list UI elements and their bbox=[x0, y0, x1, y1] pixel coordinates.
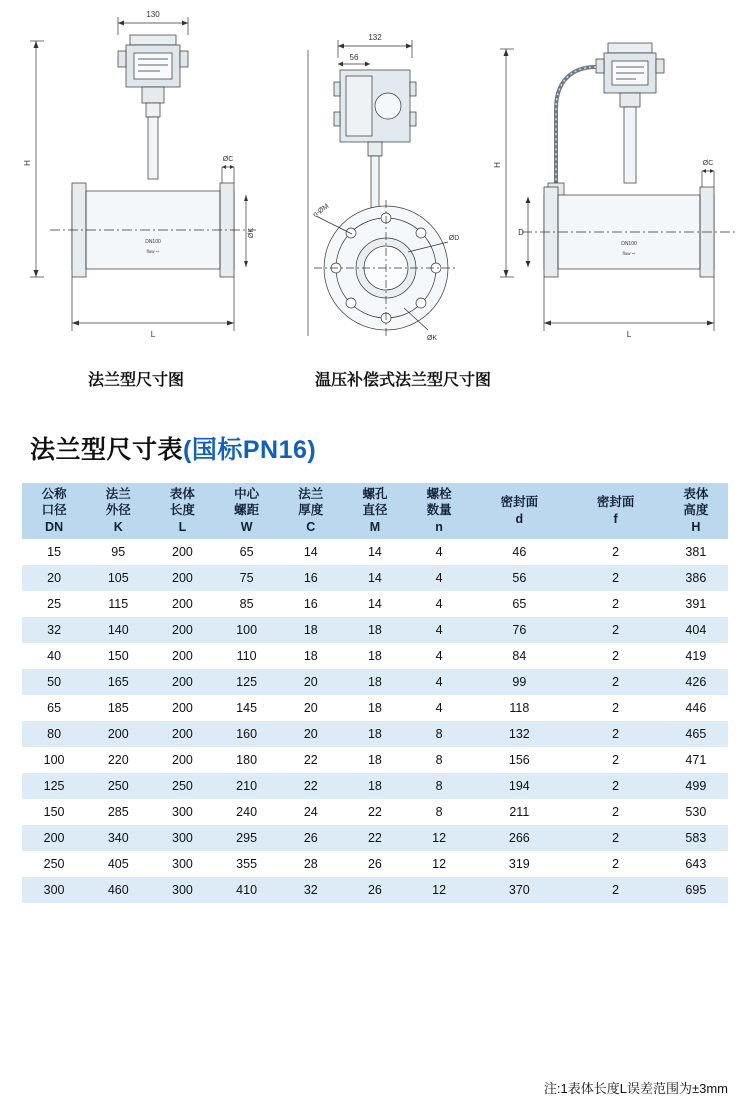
page-title-accent: (国标PN16) bbox=[183, 436, 317, 464]
table-row bbox=[22, 695, 728, 721]
cell-dn: 80 bbox=[22, 721, 86, 747]
cell-f: 2 bbox=[567, 747, 663, 773]
cell-w: 65 bbox=[215, 539, 279, 565]
svg-text:L: L bbox=[150, 330, 156, 339]
cell-w: 160 bbox=[215, 721, 279, 747]
cell-c: 20 bbox=[279, 669, 343, 695]
cell-f: 2 bbox=[567, 721, 663, 747]
cell-m: 18 bbox=[343, 669, 407, 695]
cell-l: 200 bbox=[150, 591, 214, 617]
cell-h: 471 bbox=[664, 747, 728, 773]
cell-c: 20 bbox=[279, 695, 343, 721]
cell-n: 8 bbox=[407, 747, 471, 773]
svg-text:L: L bbox=[626, 330, 632, 339]
cell-n: 8 bbox=[407, 721, 471, 747]
cell-f: 2 bbox=[567, 591, 663, 617]
cell-m: 14 bbox=[343, 565, 407, 591]
cell-h: 695 bbox=[664, 877, 728, 903]
cell-k: 185 bbox=[86, 695, 150, 721]
cell-d: 56 bbox=[471, 565, 567, 591]
cell-h: 426 bbox=[664, 669, 728, 695]
svg-text:DN100: DN100 bbox=[621, 241, 637, 247]
cell-n: 4 bbox=[407, 591, 471, 617]
table-row bbox=[22, 539, 728, 565]
cell-f: 2 bbox=[567, 851, 663, 877]
cell-d: 132 bbox=[471, 721, 567, 747]
cell-dn: 150 bbox=[22, 799, 86, 825]
cell-k: 220 bbox=[86, 747, 150, 773]
cell-f: 2 bbox=[567, 539, 663, 565]
cell-dn: 250 bbox=[22, 851, 86, 877]
cell-c: 22 bbox=[279, 747, 343, 773]
cell-h: 381 bbox=[664, 539, 728, 565]
table-row bbox=[22, 669, 728, 695]
cell-n: 12 bbox=[407, 825, 471, 851]
cell-c: 16 bbox=[279, 565, 343, 591]
table-row bbox=[22, 851, 728, 877]
table-head bbox=[22, 483, 728, 539]
cell-h: 499 bbox=[664, 773, 728, 799]
cell-w: 145 bbox=[215, 695, 279, 721]
cell-w: 125 bbox=[215, 669, 279, 695]
cell-w: 85 bbox=[215, 591, 279, 617]
col-header-h: 表体 高度 H bbox=[664, 483, 728, 539]
cell-n: 8 bbox=[407, 799, 471, 825]
cell-m: 18 bbox=[343, 643, 407, 669]
table-row bbox=[22, 799, 728, 825]
cell-h: 465 bbox=[664, 721, 728, 747]
cell-m: 18 bbox=[343, 617, 407, 643]
cell-c: 28 bbox=[279, 851, 343, 877]
cell-l: 300 bbox=[150, 825, 214, 851]
cell-n: 4 bbox=[407, 539, 471, 565]
cell-n: 4 bbox=[407, 695, 471, 721]
cell-w: 410 bbox=[215, 877, 279, 903]
cell-c: 32 bbox=[279, 877, 343, 903]
cell-k: 340 bbox=[86, 825, 150, 851]
cell-k: 405 bbox=[86, 851, 150, 877]
cell-dn: 25 bbox=[22, 591, 86, 617]
cell-k: 460 bbox=[86, 877, 150, 903]
cell-n: 4 bbox=[407, 617, 471, 643]
dimension-table bbox=[22, 483, 728, 903]
cell-w: 210 bbox=[215, 773, 279, 799]
cell-n: 4 bbox=[407, 565, 471, 591]
cell-l: 200 bbox=[150, 617, 214, 643]
cell-h: 404 bbox=[664, 617, 728, 643]
cell-dn: 50 bbox=[22, 669, 86, 695]
page-title bbox=[30, 430, 316, 466]
cell-c: 24 bbox=[279, 799, 343, 825]
svg-text:ØD: ØD bbox=[448, 235, 460, 242]
cell-f: 2 bbox=[567, 565, 663, 591]
table-header-row bbox=[22, 483, 728, 539]
cell-d: 99 bbox=[471, 669, 567, 695]
col-header-k: 法兰 外径 K bbox=[86, 483, 150, 539]
cell-c: 16 bbox=[279, 591, 343, 617]
cell-l: 300 bbox=[150, 851, 214, 877]
cell-l: 200 bbox=[150, 721, 214, 747]
table-body bbox=[22, 539, 728, 903]
cell-k: 105 bbox=[86, 565, 150, 591]
table-row bbox=[22, 773, 728, 799]
cell-h: 583 bbox=[664, 825, 728, 851]
cell-k: 285 bbox=[86, 799, 150, 825]
drawings-area bbox=[0, 0, 750, 400]
cell-f: 2 bbox=[567, 643, 663, 669]
figure-caption-left: 法兰型尺寸图 bbox=[88, 372, 185, 389]
cell-l: 200 bbox=[150, 643, 214, 669]
cell-l: 200 bbox=[150, 669, 214, 695]
svg-text:56: 56 bbox=[349, 53, 359, 62]
cell-c: 14 bbox=[279, 539, 343, 565]
cell-dn: 200 bbox=[22, 825, 86, 851]
cell-c: 20 bbox=[279, 721, 343, 747]
cell-m: 22 bbox=[343, 799, 407, 825]
cell-w: 100 bbox=[215, 617, 279, 643]
cell-h: 419 bbox=[664, 643, 728, 669]
cell-m: 18 bbox=[343, 721, 407, 747]
svg-text:flow ⇨: flow ⇨ bbox=[146, 249, 160, 254]
svg-text:ØC: ØC bbox=[702, 160, 714, 167]
cell-n: 12 bbox=[407, 877, 471, 903]
svg-text:ØK: ØK bbox=[426, 335, 438, 342]
cell-k: 250 bbox=[86, 773, 150, 799]
cell-dn: 32 bbox=[22, 617, 86, 643]
temp-pressure-compensated-drawing bbox=[470, 5, 745, 355]
cell-w: 75 bbox=[215, 565, 279, 591]
col-header-d: 密封面 d bbox=[471, 483, 567, 539]
cell-k: 95 bbox=[86, 539, 150, 565]
cell-d: 156 bbox=[471, 747, 567, 773]
cell-k: 150 bbox=[86, 643, 150, 669]
cell-d: 118 bbox=[471, 695, 567, 721]
table-row bbox=[22, 591, 728, 617]
cell-dn: 15 bbox=[22, 539, 86, 565]
col-header-f: 密封面 f bbox=[567, 483, 663, 539]
table-row bbox=[22, 643, 728, 669]
cell-m: 18 bbox=[343, 747, 407, 773]
cell-h: 386 bbox=[664, 565, 728, 591]
cell-w: 355 bbox=[215, 851, 279, 877]
cell-dn: 40 bbox=[22, 643, 86, 669]
col-header-c: 法兰 厚度 C bbox=[279, 483, 343, 539]
cell-w: 240 bbox=[215, 799, 279, 825]
cell-d: 266 bbox=[471, 825, 567, 851]
cell-dn: 65 bbox=[22, 695, 86, 721]
cell-c: 18 bbox=[279, 643, 343, 669]
cell-c: 18 bbox=[279, 617, 343, 643]
svg-text:n-ØM: n-ØM bbox=[311, 202, 331, 219]
flange-face-drawing bbox=[300, 20, 480, 350]
cell-w: 295 bbox=[215, 825, 279, 851]
cell-dn: 300 bbox=[22, 877, 86, 903]
figure-caption-right: 温压补偿式法兰型尺寸图 bbox=[315, 372, 492, 389]
cell-m: 18 bbox=[343, 695, 407, 721]
cell-c: 22 bbox=[279, 773, 343, 799]
svg-text:D: D bbox=[518, 228, 524, 237]
cell-l: 300 bbox=[150, 799, 214, 825]
cell-h: 446 bbox=[664, 695, 728, 721]
cell-l: 200 bbox=[150, 539, 214, 565]
cell-f: 2 bbox=[567, 825, 663, 851]
dimension-table-wrapper bbox=[22, 483, 728, 903]
cell-l: 300 bbox=[150, 877, 214, 903]
cell-f: 2 bbox=[567, 799, 663, 825]
cell-dn: 125 bbox=[22, 773, 86, 799]
cell-k: 200 bbox=[86, 721, 150, 747]
cell-dn: 100 bbox=[22, 747, 86, 773]
col-header-w: 中心 螺距 W bbox=[215, 483, 279, 539]
table-row bbox=[22, 617, 728, 643]
table-row bbox=[22, 877, 728, 903]
table-row bbox=[22, 825, 728, 851]
cell-f: 2 bbox=[567, 695, 663, 721]
flange-type-drawing bbox=[10, 5, 270, 355]
cell-n: 12 bbox=[407, 851, 471, 877]
col-header-dn: 公称 口径 DN bbox=[22, 483, 86, 539]
cell-k: 165 bbox=[86, 669, 150, 695]
cell-l: 200 bbox=[150, 695, 214, 721]
cell-d: 84 bbox=[471, 643, 567, 669]
svg-text:DN100: DN100 bbox=[145, 239, 161, 245]
cell-m: 18 bbox=[343, 773, 407, 799]
svg-text:H: H bbox=[23, 160, 32, 166]
cell-c: 26 bbox=[279, 825, 343, 851]
cell-n: 8 bbox=[407, 773, 471, 799]
cell-w: 180 bbox=[215, 747, 279, 773]
cell-d: 194 bbox=[471, 773, 567, 799]
cell-k: 140 bbox=[86, 617, 150, 643]
cell-m: 26 bbox=[343, 851, 407, 877]
cell-dn: 20 bbox=[22, 565, 86, 591]
cell-d: 76 bbox=[471, 617, 567, 643]
svg-text:ØC: ØC bbox=[222, 156, 234, 163]
table-row bbox=[22, 565, 728, 591]
col-header-l: 表体 长度 L bbox=[150, 483, 214, 539]
cell-f: 2 bbox=[567, 669, 663, 695]
page-title-main: 法兰型尺寸表 bbox=[30, 436, 184, 464]
cell-d: 46 bbox=[471, 539, 567, 565]
cell-k: 115 bbox=[86, 591, 150, 617]
cell-f: 2 bbox=[567, 617, 663, 643]
cell-n: 4 bbox=[407, 669, 471, 695]
cell-h: 643 bbox=[664, 851, 728, 877]
cell-l: 250 bbox=[150, 773, 214, 799]
table-row bbox=[22, 747, 728, 773]
cell-w: 110 bbox=[215, 643, 279, 669]
svg-text:flow ⇨: flow ⇨ bbox=[622, 251, 636, 256]
cell-l: 200 bbox=[150, 565, 214, 591]
table-row bbox=[22, 721, 728, 747]
cell-d: 65 bbox=[471, 591, 567, 617]
cell-l: 200 bbox=[150, 747, 214, 773]
cell-d: 319 bbox=[471, 851, 567, 877]
svg-text:132: 132 bbox=[368, 33, 382, 42]
svg-text:ØK: ØK bbox=[248, 227, 255, 239]
dim-label-130: 130 bbox=[146, 10, 160, 19]
cell-d: 370 bbox=[471, 877, 567, 903]
cell-d: 211 bbox=[471, 799, 567, 825]
table-note: 注:1表体长度L误差范围为±3mm bbox=[543, 1081, 728, 1096]
cell-m: 22 bbox=[343, 825, 407, 851]
cell-f: 2 bbox=[567, 877, 663, 903]
cell-f: 2 bbox=[567, 773, 663, 799]
col-header-n: 螺栓 数量 n bbox=[407, 483, 471, 539]
svg-text:H: H bbox=[493, 162, 502, 168]
col-header-m: 螺孔 直径 M bbox=[343, 483, 407, 539]
cell-m: 14 bbox=[343, 591, 407, 617]
cell-n: 4 bbox=[407, 643, 471, 669]
cell-m: 14 bbox=[343, 539, 407, 565]
cell-h: 391 bbox=[664, 591, 728, 617]
cell-h: 530 bbox=[664, 799, 728, 825]
cell-m: 26 bbox=[343, 877, 407, 903]
